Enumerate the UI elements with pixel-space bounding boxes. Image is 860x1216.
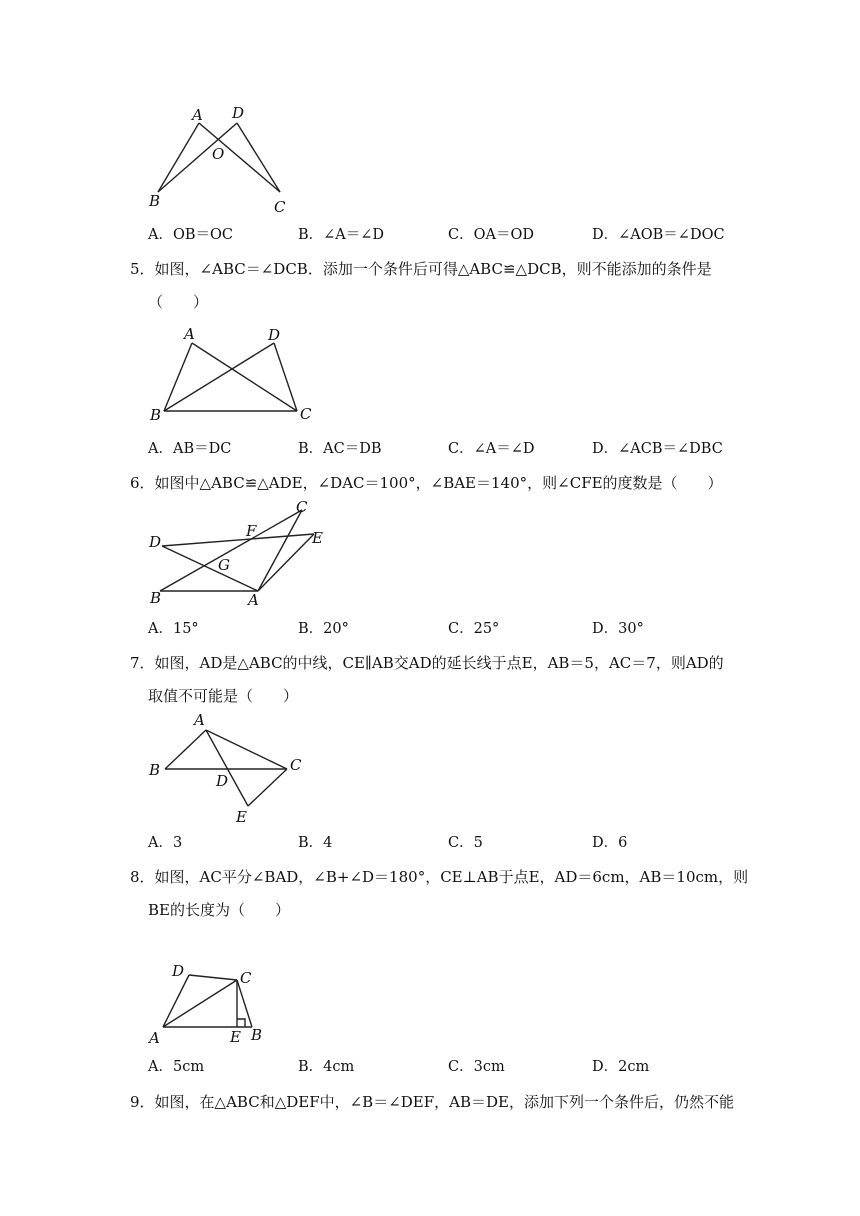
q4-option-c: C．OA＝OD — [448, 227, 534, 243]
q7-segment-ae — [206, 730, 248, 806]
q7-label-c: C — [290, 756, 302, 774]
q6-label-c: C — [296, 498, 308, 516]
q8-label-d: D — [172, 962, 185, 980]
q7-segment-ce — [248, 769, 287, 806]
q5-segment-dc — [274, 343, 297, 411]
q6-label-f: F — [246, 522, 257, 540]
q4-option-a: A．OB＝OC — [148, 227, 233, 243]
q5-stem-line2: （ ） — [148, 293, 209, 311]
q4-figure — [140, 100, 300, 220]
q7-option-a: A．3 — [148, 835, 183, 851]
q7-label-d: D — [216, 772, 229, 790]
q4-segment-db — [158, 123, 237, 192]
q5-label-b: B — [150, 406, 162, 424]
q7-option-b: B．4 — [298, 835, 333, 851]
q8-label-c: C — [240, 969, 252, 987]
q7-option-d: D．6 — [592, 835, 628, 851]
q4-label-a: A — [192, 106, 203, 124]
q4-option-b: B．∠A＝∠D — [298, 227, 385, 243]
q6-figure — [140, 495, 340, 610]
q7-stem-line2: 取值不可能是（ ） — [148, 687, 299, 705]
q6-option-d: D．30° — [592, 621, 644, 637]
q8-label-b: B — [251, 1026, 263, 1044]
q4-label-b: B — [149, 192, 161, 210]
q6-option-c: C．25° — [448, 621, 500, 637]
q5-label-d: D — [268, 326, 281, 344]
q6-segment-de — [162, 534, 314, 546]
q6-label-e: E — [312, 529, 323, 547]
q5-stem-line1: 5．如图，∠ABC＝∠DCB．添加一个条件后可得△ABC≌△DCB，则不能添加的条件是 — [130, 260, 712, 278]
q7-segment-ac — [206, 730, 287, 769]
q6-stem-line1: 6．如图中△ABC≌△ADE，∠DAC＝100°，∠BAE＝140°，则∠CFE的度数是（ ） — [130, 474, 723, 492]
q7-stem-line1: 7．如图，AD是△ABC的中线，CE∥AB交AD的延长线于点E，AB＝5，AC＝7，则AD的 — [130, 654, 724, 672]
q7-figure — [140, 708, 320, 828]
q8-option-c: C．3cm — [448, 1059, 505, 1075]
q5-segment-bd — [164, 343, 274, 411]
q5-option-d: D．∠ACB＝∠DBC — [592, 441, 723, 457]
q8-stem-line2: BE的长度为（ ） — [148, 901, 290, 919]
q8-label-e: E — [230, 1028, 241, 1046]
q6-label-g: G — [218, 556, 230, 574]
q4-label-o: O — [212, 145, 225, 163]
q6-label-d: D — [149, 533, 162, 551]
q8-stem-line1: 8．如图，AC平分∠BAD，∠B+∠D＝180°，CE⊥AB于点E，AD＝6cm，AB＝10cm，则 — [130, 868, 749, 886]
q7-label-e: E — [236, 808, 247, 826]
q4-label-d: D — [232, 104, 245, 122]
q9-stem-line1: 9．如图，在△ABC和△DEF中，∠B＝∠DEF，AB＝DE，添加下列一个条件后，仍然不能 — [130, 1093, 734, 1111]
q8-figure — [140, 955, 290, 1050]
q4-label-c: C — [274, 198, 286, 216]
q5-label-c: C — [300, 405, 312, 423]
q4-segment-dc — [237, 123, 280, 192]
q4-option-d: D．∠AOB＝∠DOC — [592, 227, 725, 243]
q5-segment-ba — [164, 343, 192, 411]
q5-option-b: B．AC＝DB — [298, 441, 382, 457]
q6-label-b: B — [150, 589, 162, 607]
q7-segment-ba — [165, 730, 206, 769]
q5-segment-ac — [192, 343, 297, 411]
q7-option-c: C．5 — [448, 835, 483, 851]
q5-option-a: A．AB＝DC — [148, 441, 232, 457]
q8-option-a: A．5cm — [148, 1059, 205, 1075]
q6-segment-ea — [258, 534, 314, 591]
q5-option-c: C．∠A＝∠D — [448, 441, 535, 457]
q8-option-d: D．2cm — [592, 1059, 650, 1075]
q7-label-b: B — [149, 761, 161, 779]
q8-segment-dc — [189, 975, 237, 980]
q5-figure — [140, 320, 320, 430]
q8-option-b: B．4cm — [298, 1059, 355, 1075]
q5-label-a: A — [184, 325, 195, 343]
q6-option-a: A．15° — [148, 621, 199, 637]
q6-option-b: B．20° — [298, 621, 349, 637]
q7-label-a: A — [194, 711, 205, 729]
q8-label-a: A — [149, 1029, 160, 1047]
q6-segment-da — [162, 546, 258, 591]
q8-right-angle-mark — [237, 1019, 245, 1027]
q6-label-a: A — [248, 591, 259, 609]
q4-segment-ab — [158, 123, 199, 192]
